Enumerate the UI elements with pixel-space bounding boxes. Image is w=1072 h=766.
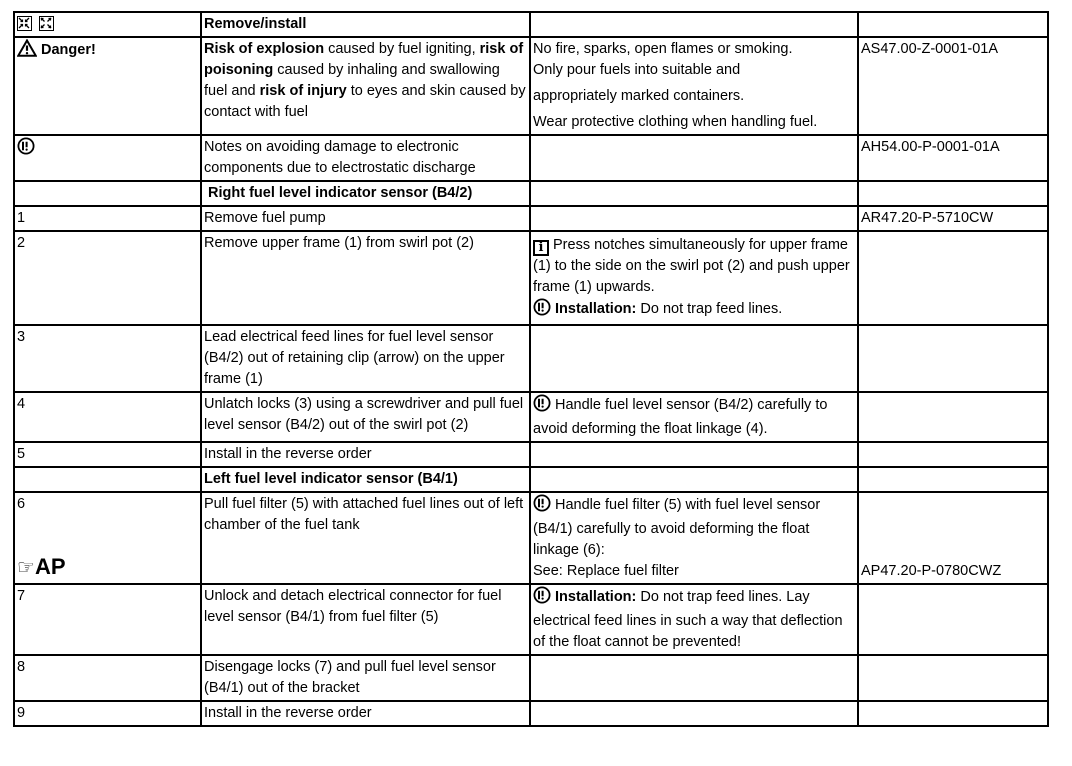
- table-row: [14, 231, 1048, 325]
- step-number: 7: [14, 584, 201, 655]
- table-row: [14, 325, 1048, 392]
- step-text: Install in the reverse order: [201, 701, 530, 726]
- step-note: i Press notches simultaneously for upper frame (1) to the side on the swirl pot (2) and push upper frame (1) upwards. Installation: Do not trap feed lines.: [530, 231, 858, 325]
- step-note: Installation: Do not trap feed lines. Lay electrical feed lines in such a way that deflection of the float cannot be prevented!: [530, 584, 858, 655]
- step-note: Handle fuel filter (5) with fuel level sensor (B4/1) carefully to avoid deforming the float linkage (6): See: Replace fuel filter: [530, 492, 858, 584]
- see-link[interactable]: See: Replace fuel filter: [533, 563, 679, 579]
- remove-box-icon: [17, 16, 32, 31]
- esd-ref[interactable]: AH54.00-P-0001-01A: [858, 135, 1048, 181]
- danger-risk-text: Risk of explosion caused by fuel igniting, risk of poisoning caused by inhaling and swallowing fuel and risk of injury to eyes and skin caused by contact with fuel: [201, 37, 530, 135]
- pointing-hand-icon: ☞: [17, 555, 35, 579]
- section-left-row: [14, 467, 1048, 492]
- danger-ref[interactable]: AS47.00-Z-0001-01A: [858, 37, 1048, 135]
- esd-text: Notes on avoiding damage to electronic components due to electrostatic discharge: [201, 135, 530, 181]
- table-row: [14, 655, 1048, 701]
- danger-measures: No fire, sparks, open flames or smoking. Only pour fuels into suitable and appropriately marked containers. Wear protective clothing when handling fuel.: [530, 37, 858, 135]
- esd-row: [14, 135, 1048, 181]
- section-left-title: Left fuel level indicator sensor (B4/1): [201, 467, 530, 492]
- step-number: 5: [14, 442, 201, 467]
- esd-circle-icon: [533, 298, 551, 323]
- danger-label: Danger!: [41, 42, 96, 58]
- step-text: Remove upper frame (1) from swirl pot (2): [201, 231, 530, 325]
- step-text: Disengage locks (7) and pull fuel level sensor (B4/1) out of the bracket: [201, 655, 530, 701]
- procedure-table: [13, 11, 1049, 727]
- warning-triangle-icon: [17, 39, 37, 64]
- step-number: 3: [14, 325, 201, 392]
- table-row: [14, 584, 1048, 655]
- step-text: Remove fuel pump: [201, 206, 530, 231]
- table-row: [14, 701, 1048, 726]
- step-text: Pull fuel filter (5) with attached fuel lines out of left chamber of the fuel tank: [201, 492, 530, 584]
- step-number-cell: [14, 492, 201, 584]
- danger-row: [14, 37, 1048, 135]
- info-box-icon: i: [533, 240, 549, 256]
- step-text: Lead electrical feed lines for fuel level sensor (B4/2) out of retaining clip (arrow) on the upper frame (1): [201, 325, 530, 392]
- step-text: Install in the reverse order: [201, 442, 530, 467]
- table-row: [14, 442, 1048, 467]
- header-icons-cell: [14, 12, 201, 37]
- step-text: Unlatch locks (3) using a screwdriver and pull fuel level sensor (B4/2) out of the swirl pot (2): [201, 392, 530, 442]
- esd-circle-icon: [533, 586, 551, 611]
- step-text: Unlock and detach electrical connector for fuel level sensor (B4/1) from fuel filter (5): [201, 584, 530, 655]
- header-row: [14, 12, 1048, 37]
- esd-circle-icon: [533, 494, 551, 519]
- esd-circle-icon: [17, 137, 35, 162]
- step-number: 1: [14, 206, 201, 231]
- table-row: [14, 392, 1048, 442]
- step-number: 6: [17, 496, 26, 512]
- table-row: [14, 206, 1048, 231]
- step-number: 8: [14, 655, 201, 701]
- table-row: [14, 492, 1048, 584]
- step-number: 4: [14, 392, 201, 442]
- esd-circle-icon: [533, 394, 551, 419]
- ap-marker: ☞AP: [17, 554, 66, 579]
- header-title: Remove/install: [201, 12, 530, 37]
- step-ref[interactable]: AP47.20-P-0780CWZ: [861, 563, 1002, 579]
- danger-cell: [14, 37, 201, 135]
- section-right-title: Right fuel level indicator sensor (B4/2): [201, 181, 530, 206]
- install-box-icon: [39, 16, 54, 31]
- step-number: 9: [14, 701, 201, 726]
- step-ref[interactable]: AR47.20-P-5710CW: [858, 206, 1048, 231]
- step-number: 2: [14, 231, 201, 325]
- step-note: Handle fuel level sensor (B4/2) carefully to avoid deforming the float linkage (4).: [530, 392, 858, 442]
- section-right-row: [14, 181, 1048, 206]
- step-ref-cell: [858, 492, 1048, 584]
